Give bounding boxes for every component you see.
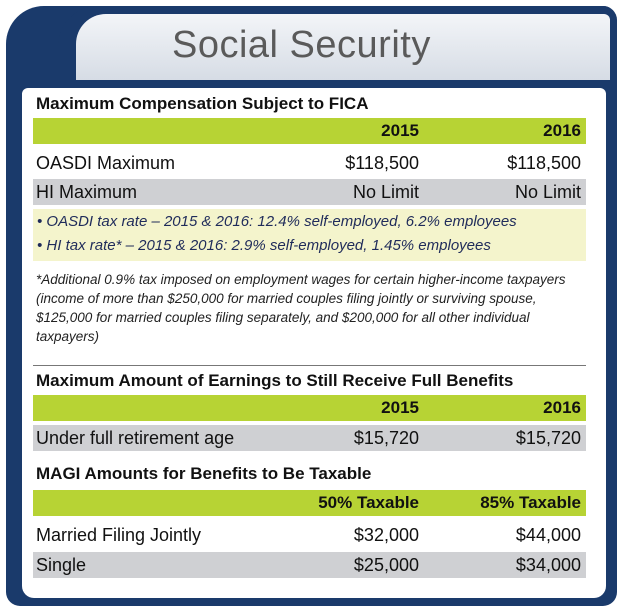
row-value: $118,500 [507, 153, 581, 173]
earnings-col-2016: 2016 [543, 398, 581, 417]
row-label: HI Maximum [36, 182, 138, 202]
fica-heading: Maximum Compensation Subject to FICA [36, 94, 369, 113]
fica-header-row [33, 118, 586, 144]
row-value: $15,720 [353, 428, 419, 448]
row-value: $44,000 [515, 525, 581, 545]
row-label: Under full retirement age [36, 428, 235, 448]
magi-col-85: 85% Taxable [480, 493, 581, 512]
earnings-header-row [33, 395, 586, 421]
divider [33, 365, 586, 366]
table-row [33, 552, 586, 578]
fica-col-2016: 2016 [543, 121, 581, 140]
row-value: $34,000 [515, 555, 581, 575]
row-value: $15,720 [515, 428, 581, 448]
magi-header-row [33, 490, 586, 516]
earnings-col-2015: 2015 [381, 398, 419, 417]
row-label: OASDI Maximum [36, 153, 176, 173]
table-row [33, 522, 586, 548]
tax-rate-notes [33, 209, 586, 261]
footnote: *Additional 0.9% tax imposed on employment wages for certain higher-income taxpayers (income of more than $250,000 for married couples filing jointly or surviving spouse, $125,000 for married couples filing separately, and $200,000 for all other individual taxpayers) [36, 272, 566, 344]
table-row [33, 425, 586, 451]
magi-col-50: 50% Taxable [318, 493, 419, 512]
hi-rate-note: • HI tax rate* – 2015 & 2016: 2.9% self-employed, 1.45% employees [37, 237, 491, 254]
oasdi-rate-note: • OASDI tax rate – 2015 & 2016: 12.4% self-employed, 6.2% employees [37, 213, 517, 230]
row-label: Married Filing Jointly [36, 525, 202, 545]
row-value: No Limit [514, 182, 581, 202]
row-label: Single [36, 555, 87, 575]
page-title: Social Security [172, 24, 431, 66]
fica-col-2015: 2015 [381, 121, 419, 140]
earnings-heading: Maximum Amount of Earnings to Still Receive Full Benefits [36, 371, 514, 390]
row-value: $32,000 [353, 525, 419, 545]
table-row [33, 150, 586, 176]
row-value: $118,500 [345, 153, 419, 173]
row-value: $25,000 [353, 555, 419, 575]
row-value: No Limit [352, 182, 419, 202]
table-row [33, 179, 586, 205]
magi-heading: MAGI Amounts for Benefits to Be Taxable [36, 464, 372, 483]
